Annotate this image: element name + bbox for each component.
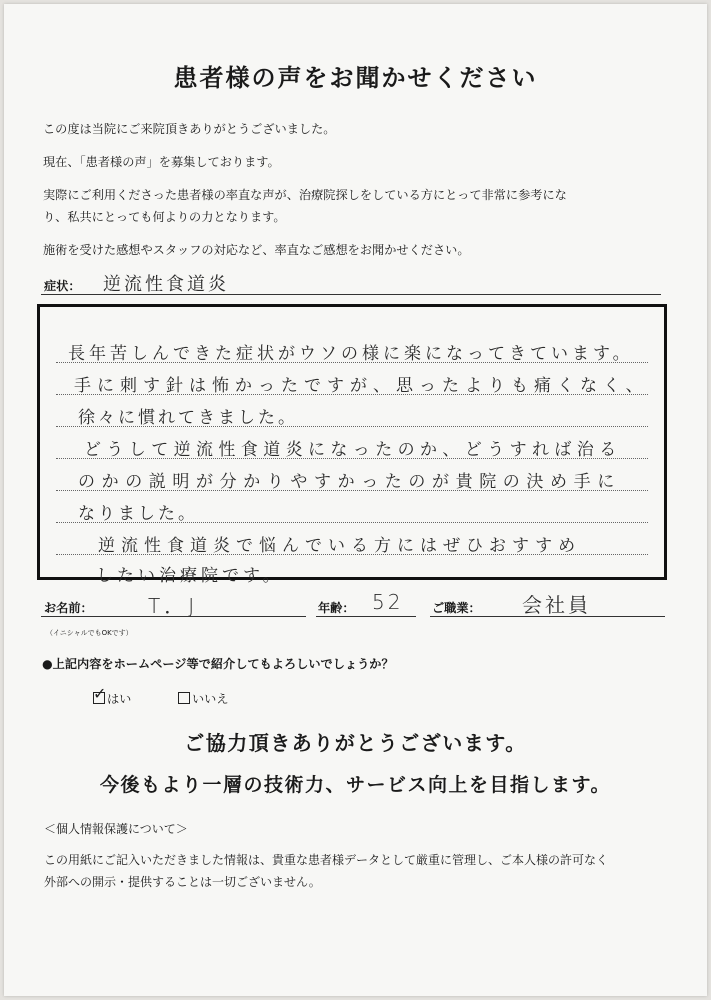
- name-value: T．J: [148, 594, 199, 618]
- consent-no-option[interactable]: [178, 690, 229, 707]
- intro-line-3: 実際にご利用くださった患者様の率直な声が、治療院探しをしている方にとって非常に参考にな: [43, 188, 567, 202]
- no-checkbox[interactable]: [178, 692, 190, 704]
- symptom-label: 症状：: [44, 279, 81, 293]
- testimonial-line: 長年苦しんできた症状がウソの様に楽になってきています。: [68, 344, 634, 364]
- job-value: 会社員: [522, 593, 591, 617]
- intro-line-5: 施術を受けた感想やスタッフの対応など、率直なご感想をお聞かせください。: [43, 243, 470, 257]
- yes-checkbox[interactable]: [93, 684, 107, 704]
- testimonial-line: どうして逆流性食道炎になったのか、どうすれば治る: [84, 440, 622, 460]
- consent-yes-option[interactable]: [93, 684, 132, 707]
- testimonial-box: [37, 304, 667, 586]
- privacy-line-2: 外部への開示・提供することは一切ございません。: [44, 875, 321, 889]
- testimonial-line: 徐々に慣れてきました。: [78, 408, 298, 428]
- symptom-underline: [41, 294, 661, 295]
- intro-line-1: この度は当院にご来院頂きありがとうございました。: [43, 122, 336, 136]
- testimonial-line: したい治療院です。: [96, 566, 284, 586]
- symptom-value: 逆流性食道炎: [103, 274, 229, 295]
- thanks-message: ご協力頂きありがとうございます。: [184, 731, 527, 755]
- job-underline: [430, 616, 665, 617]
- age-underline: [316, 616, 416, 617]
- check-mark-icon: ✓: [93, 684, 107, 703]
- no-label: いいえ: [192, 692, 229, 706]
- initials-note: （イニシャルでもOKです）: [46, 629, 133, 637]
- page-title: 患者様の声をお聞かせください: [173, 63, 538, 92]
- commitment-message: 今後もより一層の技術力、サービス向上を目指します。: [100, 774, 611, 796]
- consent-question: ●上記内容をホームページ等で紹介してもよろしいでしょうか？: [42, 657, 394, 671]
- privacy-heading: ＜個人情報保護について＞: [44, 822, 188, 836]
- testimonial-line: のかの説明が分かりやすかったのが貴院の決め手に: [78, 472, 621, 492]
- intro-line-4: り、私共にとっても何よりの力となります。: [43, 210, 286, 224]
- age-label: 年齢：: [318, 601, 355, 615]
- name-label: お名前：: [44, 601, 93, 615]
- privacy-line-1: この用紙にご記入いただきました情報は、貴重な患者様データとして厳重に管理し、ご本人様の許可なく: [44, 853, 609, 867]
- age-value: 52: [372, 590, 404, 614]
- yes-label: はい: [107, 692, 132, 706]
- testimonial-line: 手に刺す針は怖かったですが、思ったよりも痛くなく、: [74, 376, 649, 396]
- intro-line-2: 現在、「患者様の声」を募集しております。: [43, 155, 280, 169]
- testimonial-line: なりました。: [78, 504, 198, 524]
- testimonial-line: 逆流性食道炎で悩んでいる方にはぜひおすすめ: [98, 536, 582, 556]
- job-label: ご職業：: [432, 601, 481, 615]
- name-underline: [41, 616, 306, 617]
